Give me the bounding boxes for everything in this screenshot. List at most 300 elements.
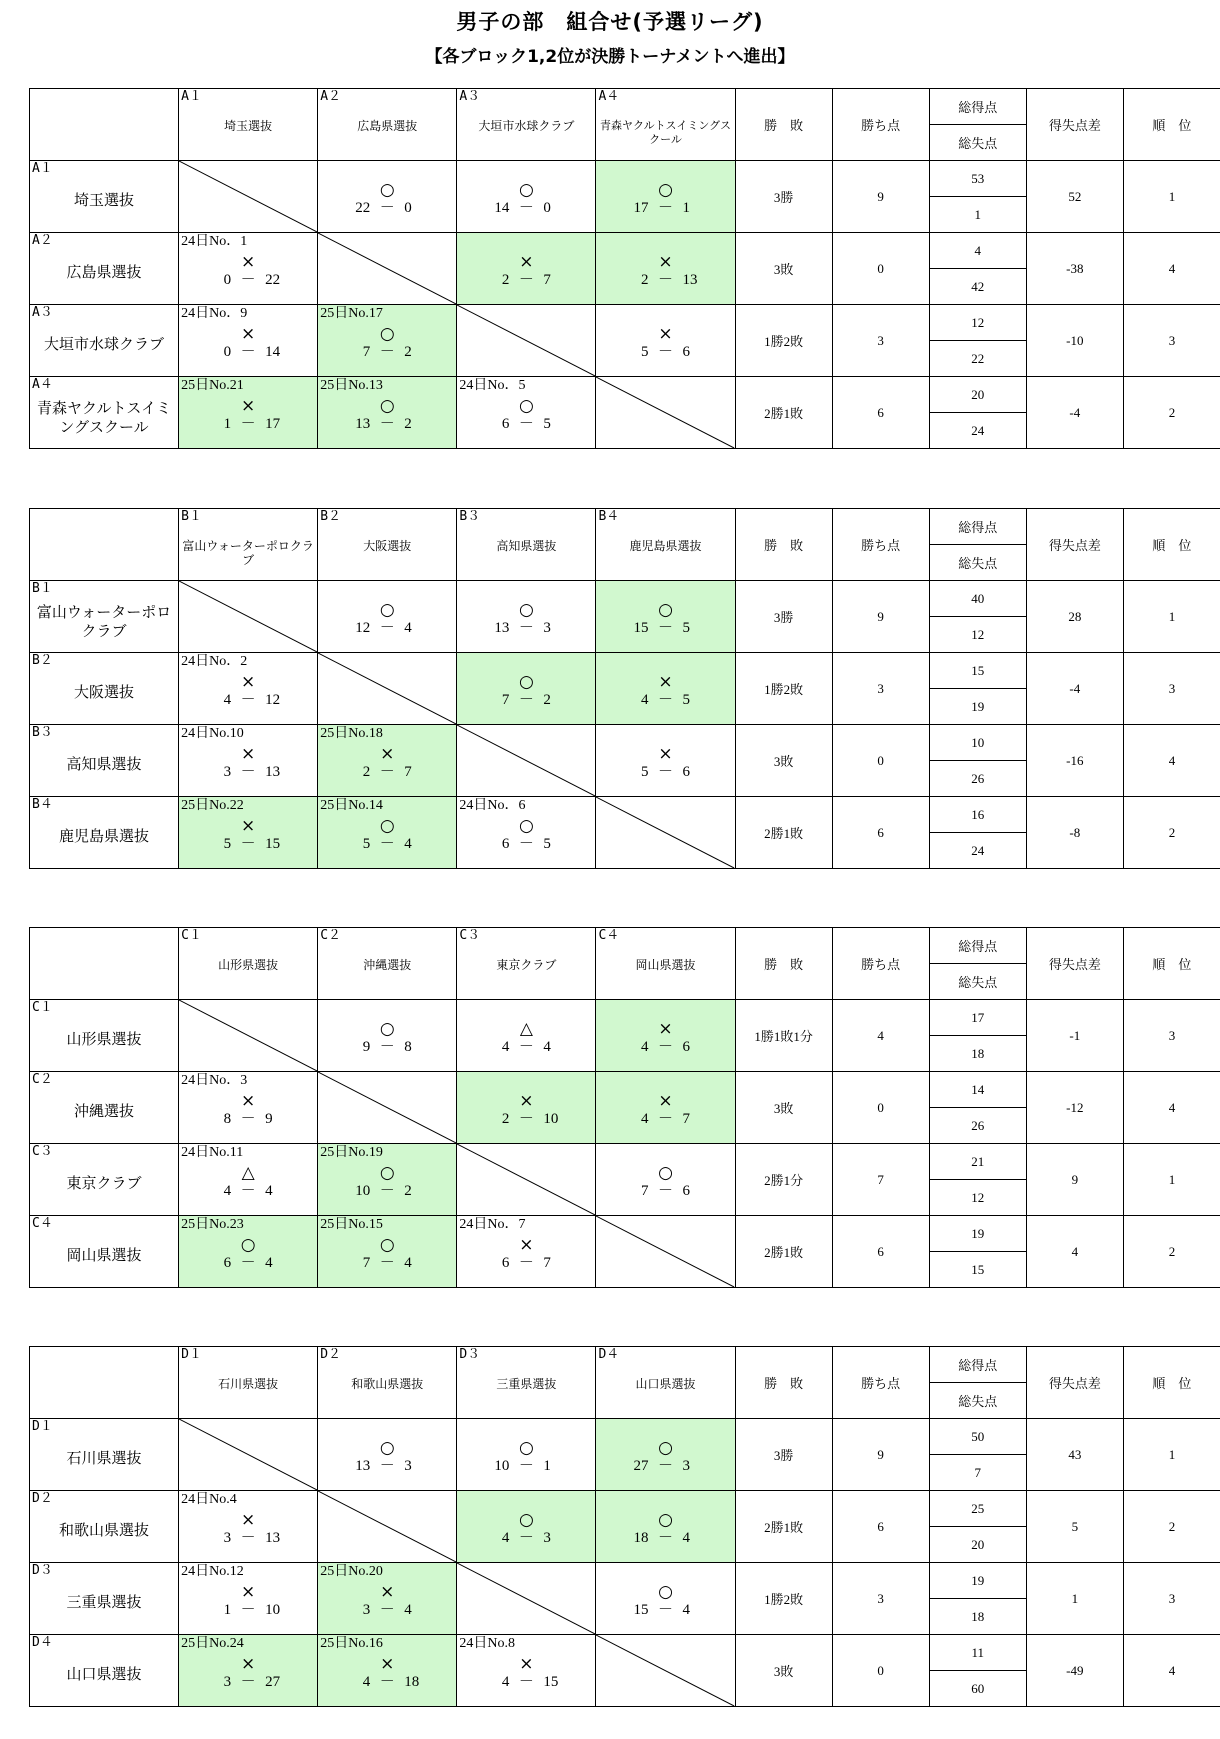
- diagonal-line: [179, 581, 317, 652]
- score-home: 0: [223, 344, 232, 360]
- result-mark: ×: [658, 744, 673, 764]
- score-home: 3: [223, 1530, 232, 1546]
- corner-cell: [30, 89, 179, 161]
- game-number: 24日No．2: [181, 654, 248, 669]
- points-cell: 6: [832, 1491, 929, 1563]
- match-score: [596, 619, 734, 637]
- points-cell: 0: [832, 725, 929, 797]
- record-cell: 2勝1敗: [735, 797, 832, 869]
- result-mark: ○: [518, 816, 534, 836]
- result-mark: ×: [241, 672, 256, 692]
- team-name: 大垣市水球クラブ: [44, 335, 165, 353]
- record-cell: 1勝1敗1分: [735, 1000, 832, 1072]
- rank-cell: 1: [1123, 581, 1220, 653]
- match-score: [596, 199, 734, 217]
- match-score: [457, 1254, 595, 1272]
- match-score: [457, 1529, 595, 1547]
- score-away: 4: [265, 1183, 273, 1199]
- match-cell: [318, 1419, 457, 1491]
- goal-diff-cell: -38: [1026, 233, 1123, 305]
- score-home: 3: [362, 1602, 371, 1618]
- team-name: 岡山県選抜: [66, 1246, 142, 1264]
- match-cell: [179, 1144, 318, 1216]
- column-team-header: [179, 928, 318, 1000]
- score-home: 7: [362, 344, 371, 360]
- team-code: C１: [32, 1000, 53, 1015]
- team-name: 山口県選抜: [66, 1665, 142, 1683]
- score-away: 5: [543, 836, 551, 852]
- match-cell: [596, 1491, 735, 1563]
- result-mark: ○: [518, 672, 534, 692]
- goal-diff-cell: 5: [1026, 1491, 1123, 1563]
- column-team-header: [596, 1347, 735, 1419]
- record-cell: 3勝: [735, 581, 832, 653]
- score-dash: －: [657, 620, 673, 636]
- page-title: 男子の部 組合せ(予選リーグ): [456, 10, 764, 34]
- team-name: 広島県選抜: [66, 263, 142, 281]
- match-cell: [457, 1216, 596, 1288]
- score-dash: －: [518, 1674, 534, 1690]
- score-away: 4: [404, 836, 412, 852]
- league-table-c: [29, 927, 1220, 1288]
- score-home: 9: [362, 1039, 371, 1055]
- rank-cell: 3: [1123, 653, 1220, 725]
- goal-diff-cell: -10: [1026, 305, 1123, 377]
- diagonal-line: [596, 797, 734, 868]
- goals-for-cell: 19: [929, 1563, 1026, 1599]
- diagonal-line: [457, 305, 595, 376]
- result-mark: ○: [379, 600, 395, 620]
- game-number: 24日No．6: [459, 798, 526, 813]
- score-dash: －: [379, 1039, 395, 1055]
- result-mark: ○: [518, 1438, 534, 1458]
- points-header: 勝ち点: [832, 509, 929, 581]
- score-home: 4: [223, 1183, 232, 1199]
- result-mark: ○: [658, 1163, 673, 1183]
- team-code: B２: [320, 509, 342, 524]
- column-team-header: [596, 928, 735, 1000]
- rank-header: 順 位: [1123, 1347, 1220, 1419]
- team-name: 富山ウォーターポロクラブ: [36, 603, 172, 640]
- team-name: 三重県選抜: [66, 1593, 142, 1611]
- row-team-header: [30, 581, 179, 653]
- team-name: 鹿児島県選抜: [629, 539, 702, 553]
- diagonal-line: [179, 1419, 317, 1490]
- match-score: [457, 1110, 595, 1128]
- score-away: 7: [682, 1111, 690, 1127]
- self-match-cell: [179, 1419, 318, 1491]
- match-score: [596, 1601, 734, 1619]
- goal-diff-cell: 52: [1026, 161, 1123, 233]
- game-number: 24日No.4: [181, 1492, 237, 1507]
- row-team-header: [30, 1419, 179, 1491]
- match-score: [318, 415, 456, 433]
- points-cell: 0: [832, 1635, 929, 1707]
- column-team-header: [179, 1347, 318, 1419]
- game-number: 24日No.11: [181, 1145, 244, 1160]
- goal-diff-cell: -49: [1026, 1635, 1123, 1707]
- team-code: C４: [32, 1216, 53, 1231]
- self-match-cell: [457, 725, 596, 797]
- points-cell: 3: [832, 653, 929, 725]
- score-away: 4: [682, 1602, 690, 1618]
- match-score: [457, 619, 595, 637]
- self-match-cell: [596, 1216, 735, 1288]
- match-score: [318, 835, 456, 853]
- match-score: [318, 199, 456, 217]
- team-code: B４: [32, 797, 53, 812]
- score-home: 5: [641, 344, 649, 360]
- team-code: A４: [32, 377, 53, 392]
- match-score: [179, 271, 317, 289]
- result-mark: ○: [379, 1163, 395, 1183]
- score-dash: －: [240, 1602, 256, 1618]
- score-home: 6: [501, 416, 510, 432]
- league-table-d: [29, 1346, 1220, 1707]
- team-name: 大垣市水球クラブ: [478, 119, 575, 133]
- score-dash: －: [518, 1458, 534, 1474]
- goal-diff-cell: -16: [1026, 725, 1123, 797]
- result-mark: ○: [658, 1582, 673, 1602]
- column-team-header: [318, 509, 457, 581]
- game-number: 24日No．1: [181, 234, 248, 249]
- column-team-header: [457, 928, 596, 1000]
- score-home: 7: [641, 1183, 649, 1199]
- score-away: 12: [265, 692, 281, 708]
- team-code: A３: [32, 305, 53, 320]
- match-score: [179, 763, 317, 781]
- result-mark: ×: [241, 1510, 256, 1530]
- row-team-header: [30, 1000, 179, 1072]
- goals-for-cell: 50: [929, 1419, 1026, 1455]
- score-dash: －: [379, 764, 395, 780]
- score-home: 4: [362, 1674, 371, 1690]
- team-name: 三重県選抜: [496, 1377, 557, 1391]
- team-name: 山形県選抜: [66, 1030, 142, 1048]
- match-score: [179, 1529, 317, 1547]
- match-cell: [179, 797, 318, 869]
- team-code: A２: [320, 89, 342, 104]
- score-home: 6: [501, 836, 510, 852]
- game-number: 25日No.22: [181, 798, 244, 813]
- goals-for-cell: 40: [929, 581, 1026, 617]
- diagonal-line: [457, 725, 595, 796]
- game-number: 24日No.10: [181, 726, 244, 741]
- goals-against-header: 総失点: [929, 125, 1026, 161]
- goals-for-cell: 10: [929, 725, 1026, 761]
- points-cell: 9: [832, 581, 929, 653]
- score-away: 7: [543, 272, 551, 288]
- self-match-cell: [457, 1563, 596, 1635]
- team-code: C２: [32, 1072, 53, 1087]
- points-cell: 6: [832, 1216, 929, 1288]
- result-mark: ×: [241, 396, 256, 416]
- result-mark: ×: [380, 1582, 395, 1602]
- rank-cell: 3: [1123, 305, 1220, 377]
- match-score: [596, 763, 734, 781]
- points-cell: 0: [832, 1072, 929, 1144]
- diagonal-line: [596, 1635, 734, 1706]
- match-cell: [318, 1216, 457, 1288]
- match-score: [457, 1457, 595, 1475]
- score-home: 4: [501, 1039, 510, 1055]
- match-cell: [318, 725, 457, 797]
- match-score: [318, 1673, 456, 1691]
- score-away: 6: [682, 1039, 690, 1055]
- score-home: 4: [501, 1530, 510, 1546]
- match-cell: [318, 161, 457, 233]
- goals-against-cell: 18: [929, 1036, 1026, 1072]
- score-dash: －: [518, 272, 534, 288]
- team-name: 東京クラブ: [66, 1174, 142, 1192]
- goals-for-cell: 12: [929, 305, 1026, 341]
- match-cell: [179, 1635, 318, 1707]
- score-away: 6: [682, 1183, 690, 1199]
- team-code: B３: [459, 509, 481, 524]
- row-team-header: [30, 1491, 179, 1563]
- match-cell: [596, 1000, 735, 1072]
- rank-cell: 3: [1123, 1563, 1220, 1635]
- goals-against-cell: 19: [929, 689, 1026, 725]
- score-away: 27: [265, 1674, 281, 1690]
- points-cell: 7: [832, 1144, 929, 1216]
- goals-for-header: 総得点: [929, 509, 1026, 545]
- score-away: 15: [265, 836, 281, 852]
- result-mark: ×: [241, 1654, 256, 1674]
- score-home: 7: [501, 692, 510, 708]
- goal-diff-cell: -4: [1026, 377, 1123, 449]
- score-dash: －: [657, 1039, 673, 1055]
- score-home: 4: [501, 1674, 510, 1690]
- team-code: B２: [32, 653, 53, 668]
- goals-against-cell: 1: [929, 197, 1026, 233]
- self-match-cell: [457, 1144, 596, 1216]
- team-code: D４: [32, 1635, 53, 1650]
- result-mark: ○: [379, 396, 395, 416]
- self-match-cell: [179, 161, 318, 233]
- points-header: 勝ち点: [832, 89, 929, 161]
- match-score: [318, 1182, 456, 1200]
- team-code: D４: [598, 1347, 620, 1362]
- goals-against-cell: 22: [929, 341, 1026, 377]
- match-cell: [318, 377, 457, 449]
- score-away: 17: [265, 416, 281, 432]
- record-cell: 3敗: [735, 725, 832, 797]
- result-mark: ○: [379, 816, 395, 836]
- result-mark: ○: [658, 600, 673, 620]
- score-away: 0: [404, 200, 412, 216]
- row-team-header: [30, 233, 179, 305]
- goals-for-header: 総得点: [929, 928, 1026, 964]
- rank-header: 順 位: [1123, 89, 1220, 161]
- score-home: 1: [223, 416, 232, 432]
- goals-against-cell: 12: [929, 1180, 1026, 1216]
- rank-cell: 4: [1123, 1072, 1220, 1144]
- score-away: 18: [404, 1674, 420, 1690]
- team-name: 和歌山県選抜: [351, 1377, 424, 1391]
- self-match-cell: [318, 233, 457, 305]
- score-dash: －: [657, 1111, 673, 1127]
- league-table-b: [29, 508, 1220, 869]
- match-cell: [596, 725, 735, 797]
- match-score: [457, 415, 595, 433]
- match-cell: [318, 1563, 457, 1635]
- score-home: 6: [501, 1255, 510, 1271]
- diagonal-line: [318, 1491, 456, 1562]
- match-cell: [179, 305, 318, 377]
- team-code: C３: [459, 928, 481, 943]
- team-name: 沖縄選抜: [363, 958, 412, 972]
- score-home: 15: [633, 1602, 649, 1618]
- score-dash: －: [240, 272, 256, 288]
- goals-against-header: 総失点: [929, 1383, 1026, 1419]
- diagonal-line: [457, 1144, 595, 1215]
- result-mark: ×: [380, 1654, 395, 1674]
- points-cell: 6: [832, 797, 929, 869]
- rank-cell: 2: [1123, 1491, 1220, 1563]
- goals-against-header: 総失点: [929, 964, 1026, 1000]
- goals-for-cell: 4: [929, 233, 1026, 269]
- rank-cell: 1: [1123, 161, 1220, 233]
- self-match-cell: [179, 581, 318, 653]
- score-away: 22: [265, 272, 281, 288]
- team-name: 高知県選抜: [66, 755, 142, 773]
- match-cell: [179, 377, 318, 449]
- diagonal-line: [179, 161, 317, 232]
- team-code: B３: [32, 725, 53, 740]
- row-team-header: [30, 1635, 179, 1707]
- points-cell: 0: [832, 233, 929, 305]
- result-mark: ×: [241, 1582, 256, 1602]
- row-team-header: [30, 797, 179, 869]
- match-cell: [457, 161, 596, 233]
- team-name: 青森ヤクルトスイミングスクール: [600, 119, 732, 146]
- rank-cell: 2: [1123, 797, 1220, 869]
- match-score: [179, 1254, 317, 1272]
- score-dash: －: [379, 1183, 395, 1199]
- game-number: 24日No．9: [181, 306, 248, 321]
- match-score: [179, 1601, 317, 1619]
- match-cell: [457, 233, 596, 305]
- column-team-header: [179, 509, 318, 581]
- goal-diff-header: 得失点差: [1026, 89, 1123, 161]
- diagonal-line: [596, 1216, 734, 1287]
- goals-against-cell: 7: [929, 1455, 1026, 1491]
- score-home: 2: [501, 1111, 510, 1127]
- column-team-header: [318, 89, 457, 161]
- goal-diff-cell: 4: [1026, 1216, 1123, 1288]
- game-number: 24日No.8: [459, 1636, 515, 1651]
- goals-against-cell: 26: [929, 761, 1026, 797]
- goal-diff-cell: 9: [1026, 1144, 1123, 1216]
- goals-for-header: 総得点: [929, 1347, 1026, 1383]
- team-name: 広島県選抜: [357, 119, 418, 133]
- score-dash: －: [240, 1183, 256, 1199]
- game-number: 25日No.15: [320, 1217, 383, 1232]
- diagonal-line: [318, 1072, 456, 1143]
- score-home: 0: [223, 272, 232, 288]
- record-cell: 3敗: [735, 1635, 832, 1707]
- score-away: 10: [265, 1602, 281, 1618]
- match-cell: [457, 1419, 596, 1491]
- score-home: 4: [641, 1111, 649, 1127]
- result-mark: ○: [379, 180, 395, 200]
- points-header: 勝ち点: [832, 928, 929, 1000]
- team-code: A１: [181, 89, 202, 104]
- result-mark: ×: [241, 1091, 256, 1111]
- score-dash: －: [240, 1530, 256, 1546]
- score-home: 6: [223, 1255, 232, 1271]
- result-mark: ×: [658, 324, 673, 344]
- score-dash: －: [657, 200, 673, 216]
- score-home: 8: [223, 1111, 232, 1127]
- score-away: 10: [543, 1111, 559, 1127]
- goals-for-cell: 53: [929, 161, 1026, 197]
- match-cell: [457, 797, 596, 869]
- score-dash: －: [518, 1255, 534, 1271]
- score-dash: －: [240, 416, 256, 432]
- row-team-header: [30, 1216, 179, 1288]
- page-subtitle: 【各ブロック1,2位が決勝トーナメントへ進出】: [425, 47, 795, 67]
- row-team-header: [30, 161, 179, 233]
- record-cell: 3敗: [735, 1072, 832, 1144]
- match-cell: [596, 233, 735, 305]
- score-dash: －: [240, 1111, 256, 1127]
- match-score: [596, 343, 734, 361]
- score-dash: －: [240, 1255, 256, 1271]
- goals-against-cell: 60: [929, 1671, 1026, 1707]
- score-dash: －: [240, 836, 256, 852]
- record-cell: 3勝: [735, 1419, 832, 1491]
- score-dash: －: [518, 416, 534, 432]
- points-header: 勝ち点: [832, 1347, 929, 1419]
- goals-for-cell: 16: [929, 797, 1026, 833]
- score-home: 2: [641, 272, 649, 288]
- goals-for-cell: 14: [929, 1072, 1026, 1108]
- match-cell: [596, 581, 735, 653]
- match-score: [318, 1254, 456, 1272]
- result-mark: ×: [241, 252, 256, 272]
- record-header: 勝 敗: [735, 1347, 832, 1419]
- game-number: 25日No.20: [320, 1564, 383, 1579]
- goal-diff-cell: 1: [1026, 1563, 1123, 1635]
- match-score: [457, 691, 595, 709]
- column-team-header: [457, 509, 596, 581]
- points-cell: 9: [832, 161, 929, 233]
- rank-cell: 2: [1123, 1216, 1220, 1288]
- goals-against-cell: 18: [929, 1599, 1026, 1635]
- score-away: 9: [265, 1111, 273, 1127]
- score-away: 4: [543, 1039, 551, 1055]
- score-home: 5: [641, 764, 649, 780]
- score-dash: －: [379, 836, 395, 852]
- score-dash: －: [379, 344, 395, 360]
- match-score: [318, 343, 456, 361]
- team-code: A４: [598, 89, 620, 104]
- score-dash: －: [657, 1183, 673, 1199]
- score-home: 13: [494, 620, 510, 636]
- score-dash: －: [379, 1458, 395, 1474]
- match-score: [179, 1182, 317, 1200]
- row-team-header: [30, 377, 179, 449]
- result-mark: ○: [379, 1438, 395, 1458]
- record-cell: 2勝1敗: [735, 1491, 832, 1563]
- result-mark: ○: [658, 180, 673, 200]
- team-name: 鹿児島県選抜: [59, 827, 150, 845]
- match-cell: [596, 1563, 735, 1635]
- team-code: B１: [32, 581, 53, 596]
- score-dash: －: [657, 1530, 673, 1546]
